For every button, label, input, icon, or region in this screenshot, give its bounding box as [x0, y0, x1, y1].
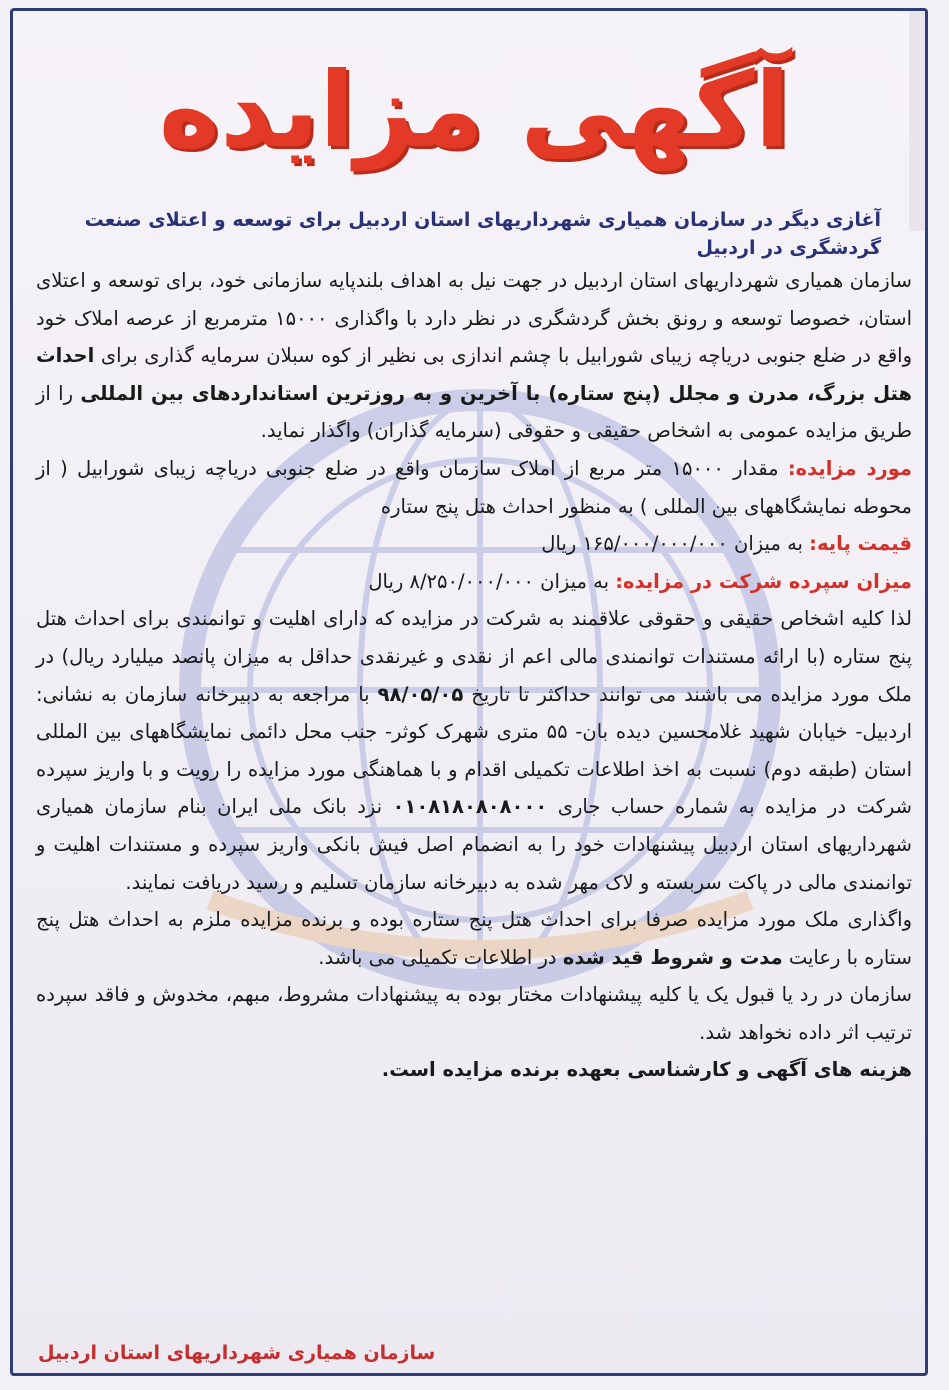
subject-label: مورد مزایده:: [787, 456, 913, 480]
deposit-paragraph: [36, 563, 912, 601]
costs-note: هزینه های آگهی و کارشناسی بعهده برنده مزایده است.: [381, 1058, 912, 1082]
footer-organization: سازمان همیاری شهرداریهای استان اردبیل: [38, 1342, 436, 1364]
intro-paragraph: [36, 262, 912, 450]
conditions-paragraph: [36, 600, 912, 901]
base-price-label: قیمت پایه:: [809, 532, 912, 556]
headline: آگهی مزایده: [158, 49, 791, 171]
deadline-date: ۹۸/۰۵/۰۵: [377, 682, 464, 706]
assignment-highlight: مدت و شروط قید شده: [562, 945, 783, 969]
base-price-paragraph: [36, 525, 912, 563]
conditions-address: با مراجعه به دبیرخانه سازمان به نشانی: اردبیل- خیابان شهید غلامحسین دیده بان- ۵۵ متری شهرک کوثر- جنب محل دائمی نمایشگاههای بین المللی استان (طبقه دوم) نسبت به اخذ اطلاعات تکمیلی اقدام و با هماهنگی مورد مزایده را رویت و با واریز سپرده شرکت در مزایده به شماره حساب جاری: [36, 682, 913, 819]
subject-paragraph: [36, 450, 912, 525]
intro-text-end: را از طریق مزایده عمومی به اشخاص حقیقی و حقوقی (سرمایه گذاران) واگذار نماید.: [36, 381, 912, 443]
conditions-text: لذا کلیه اشخاص حقیقی و حقوقی علاقمند به شرکت در مزایده که دارای اهلیت و توانمندی برای احداث هتل پنج ستاره (با ارائه مستندات توانمندی مالی اعم از نقدی و غیرنقدی حداقل به میزان پانصد میلیارد ریال) در ملک مورد مزایده می باشند می توانند حداکثر تا تاریخ: [36, 607, 912, 706]
intro-highlight: احداث هتل بزرگ، مدرن و مجلل (پنج ستاره) با آخرین و به روزترین استانداردهای بین المللی: [36, 344, 912, 405]
deposit-label: میزان سپرده شرکت در مزایده:: [615, 569, 912, 593]
subtitle: آغازی دیگر در سازمان همیاری شهرداریهای استان اردبیل برای توسعه و اعتلای صنعت گردشگری در اردبیل: [84, 209, 881, 259]
assignment-text-end: در اطلاعات تکمیلی می باشد.: [318, 945, 563, 969]
subject-text: مقدار ۱۵۰۰۰ متر مربع از املاک سازمان واقع در ضلع جنوبی دریاچه زیبای شورابیل ( از محوطه نمایشگاههای بین المللی ) به منظور احداث هتل پنج ستاره: [36, 456, 912, 518]
deposit-text: به میزان ۸/۲۵۰/۰۰۰/۰۰۰ ریال: [368, 569, 616, 593]
rights-paragraph: سازمان در رد یا قبول یک یا کلیه پیشنهادات مختار بوده به پیشنهادات مشروط، مبهم، مخدوش و فاقد سپرده ترتیب اثر داده نخواهد شد.: [36, 983, 912, 1044]
base-price-text: به میزان ۱۶۵/۰۰۰/۰۰۰/۰۰۰ ریال: [541, 532, 810, 556]
ad-body: [36, 262, 912, 1089]
conditions-submission: نزد بانک ملی ایران بنام سازمان همیاری شهرداریهای استان اردبیل پیشنهادات خود را به انضمام اصل فیش بانکی واریز سپرده و مستندات اهلیت و توانمندی مالی در پاکت سربسته و لاک مهر شده به دبیرخانه سازمان تسلیم و رسید دریافت نمایند.: [36, 795, 912, 894]
intro-text: سازمان همیاری شهرداریهای استان اردبیل در جهت نیل به اهداف بلندپایه سازمانی خود، برای توسعه و اعتلای استان، خصوصا توسعه و رونق بخش گردشگری در نظر دارد با واگذاری ۱۵۰۰۰ مترمربع از عرصه املاک خود واقع در ضلع جنوبی دریاچه زیبای شورابیل با چشم اندازی بی نظیر از کوه سبلان سرمایه گذاری برای: [36, 269, 912, 368]
assignment-paragraph: [36, 901, 912, 976]
account-number: ۰۱۰۸۱۸۰۸۰۸۰۰۰: [392, 795, 548, 819]
assignment-text: واگذاری ملک مورد مزایده صرفا برای احداث هتل پنج ستاره بوده و برنده مزایده ملزم به احداث هتل پنج ستاره با رعایت: [36, 908, 912, 969]
